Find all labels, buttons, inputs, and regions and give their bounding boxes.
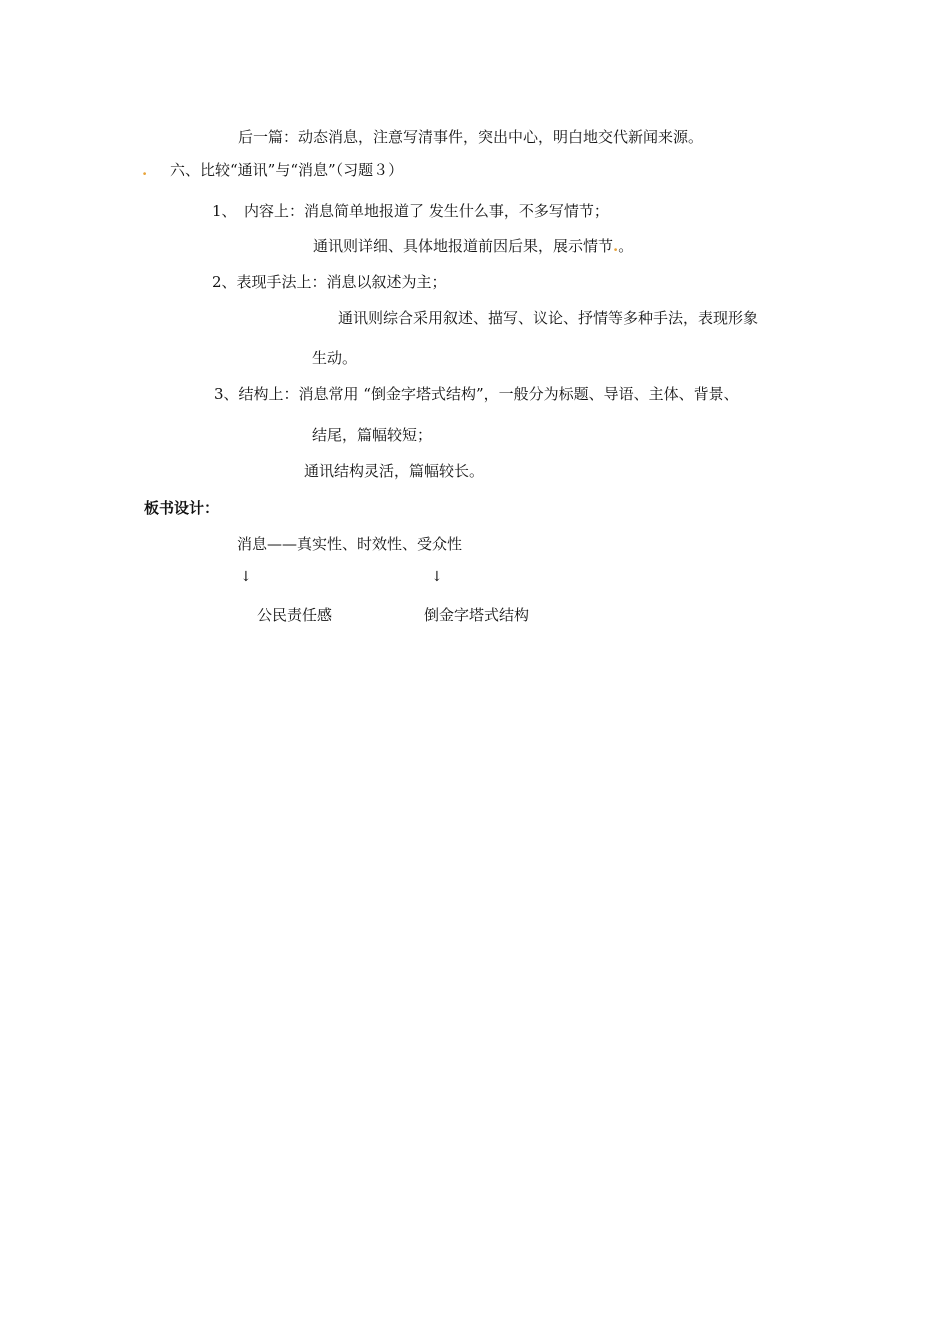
section-six-heading: 六、比较“通讯”与“消息”（习题３） — [170, 161, 404, 179]
board-main-line: 消息——真实性、时效性、受众性 — [237, 535, 463, 553]
line-technique-3: 生动。 — [312, 349, 358, 367]
line-content-2-text: 通讯则详细、具体地报道前因后果，展示情节 — [313, 237, 614, 255]
line-structure-1: 3、结构上：消息常用 “倒金字塔式结构”，一般分为标题、导语、主体、背景、 — [214, 385, 739, 403]
line-content-2-end: 。 — [618, 237, 634, 255]
line-technique-2: 通讯则综合采用叙述、描写、议论、抒情等多种手法，表现形象 — [338, 309, 759, 327]
line-content-2 — [313, 236, 633, 256]
board-right-item: 倒金字塔式结构 — [424, 606, 530, 624]
line-structure-2: 结尾，篇幅较短； — [312, 426, 433, 444]
line-structure-3: 通讯结构灵活，篇幅较长。 — [304, 462, 485, 480]
down-arrow-icon-left: ↓ — [240, 569, 252, 585]
bullet-marker: . — [142, 161, 148, 179]
line-1: 后一篇：动态消息，注意写清事件，突出中心，明白地交代新闻来源。 — [238, 128, 704, 146]
line-technique-1: 2、表现手法上：消息以叙述为主； — [212, 273, 447, 291]
down-arrow-icon-right: ↓ — [431, 569, 443, 585]
board-left-item: 公民责任感 — [257, 606, 333, 624]
board-heading: 板书设计： — [144, 499, 220, 517]
inline-marker: . — [613, 237, 619, 255]
line-content-1: 1、 内容上：消息简单地报道了 发生什么事，不多写情节； — [212, 202, 609, 220]
